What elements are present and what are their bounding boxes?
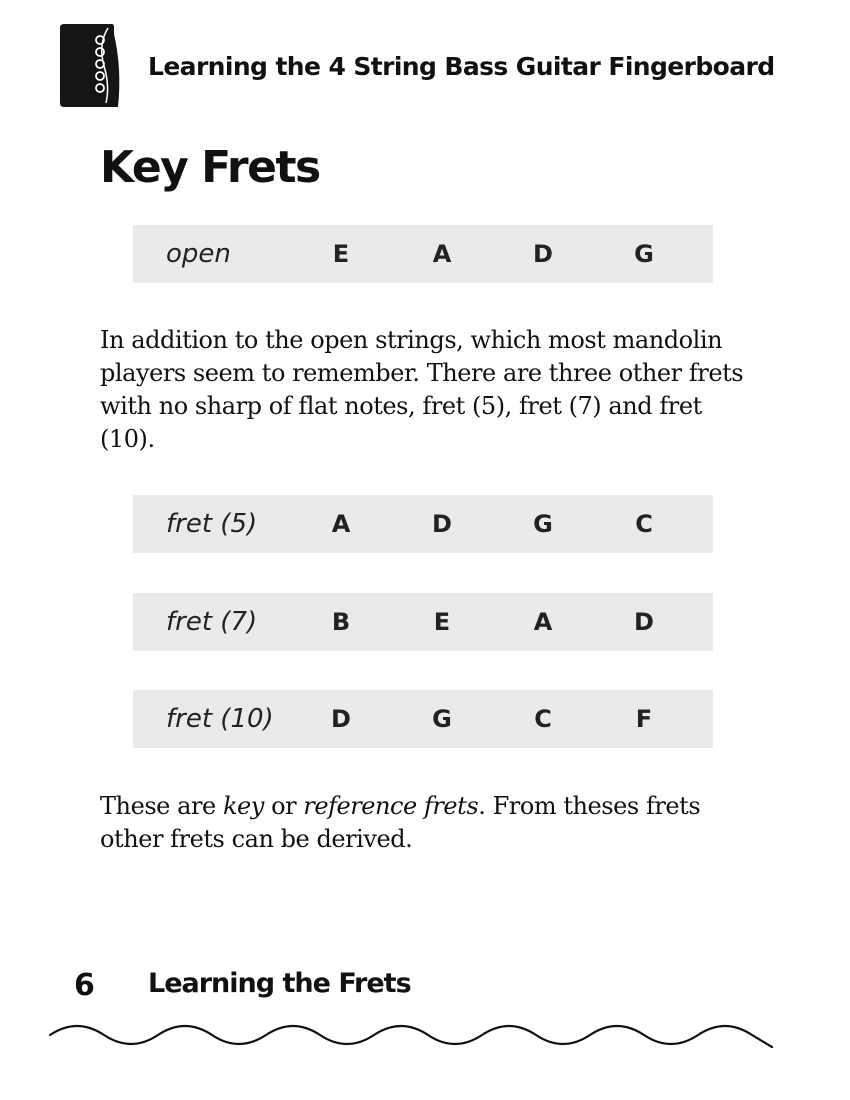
- emphasis-key: key: [222, 792, 264, 820]
- emphasis-reference-frets: reference frets: [303, 792, 479, 820]
- note-string-1: B: [331, 608, 351, 636]
- note-string-1: E: [332, 240, 350, 268]
- text-segment: These are: [100, 792, 223, 820]
- fret-7-row: [133, 593, 713, 651]
- page-number: 6: [74, 968, 95, 1003]
- open-strings-row: [133, 225, 713, 283]
- note-string-4: F: [635, 705, 653, 733]
- conclusion-paragraph: [100, 790, 760, 856]
- fret-5-row: [133, 495, 713, 553]
- note-string-4: G: [634, 240, 654, 268]
- row-label: fret (7): [166, 607, 258, 637]
- intro-paragraph: In addition to the open strings, which most mandolin players seem to remember. There are three other frets with no sharp of flat notes, fret (5), fret (7) and fret (10).: [100, 326, 744, 453]
- note-string-3: G: [533, 510, 553, 538]
- note-string-1: D: [331, 705, 351, 733]
- guitar-headstock-icon: [60, 24, 122, 107]
- row-label: fret (5): [166, 509, 258, 539]
- fret-10-row: [133, 690, 713, 748]
- note-string-2: G: [432, 705, 452, 733]
- wavy-line-icon: [46, 1015, 776, 1055]
- note-string-4: D: [634, 608, 654, 636]
- text-segment: . From theses frets other frets can be derived.: [100, 792, 701, 853]
- note-string-3: C: [534, 705, 552, 733]
- header-title: Learning the 4 String Bass Guitar Fingerboard: [148, 52, 775, 81]
- section-title: Key Frets: [100, 142, 320, 193]
- note-string-2: D: [432, 510, 452, 538]
- note-string-2: E: [433, 608, 451, 636]
- note-string-3: D: [533, 240, 553, 268]
- footer-title: Learning the Frets: [148, 968, 411, 999]
- text-segment: or: [263, 792, 304, 820]
- note-string-3: A: [533, 608, 553, 636]
- row-label: fret (10): [166, 704, 274, 734]
- note-string-2: A: [432, 240, 452, 268]
- note-string-4: C: [635, 510, 653, 538]
- note-string-1: A: [331, 510, 351, 538]
- row-label: open: [166, 239, 231, 269]
